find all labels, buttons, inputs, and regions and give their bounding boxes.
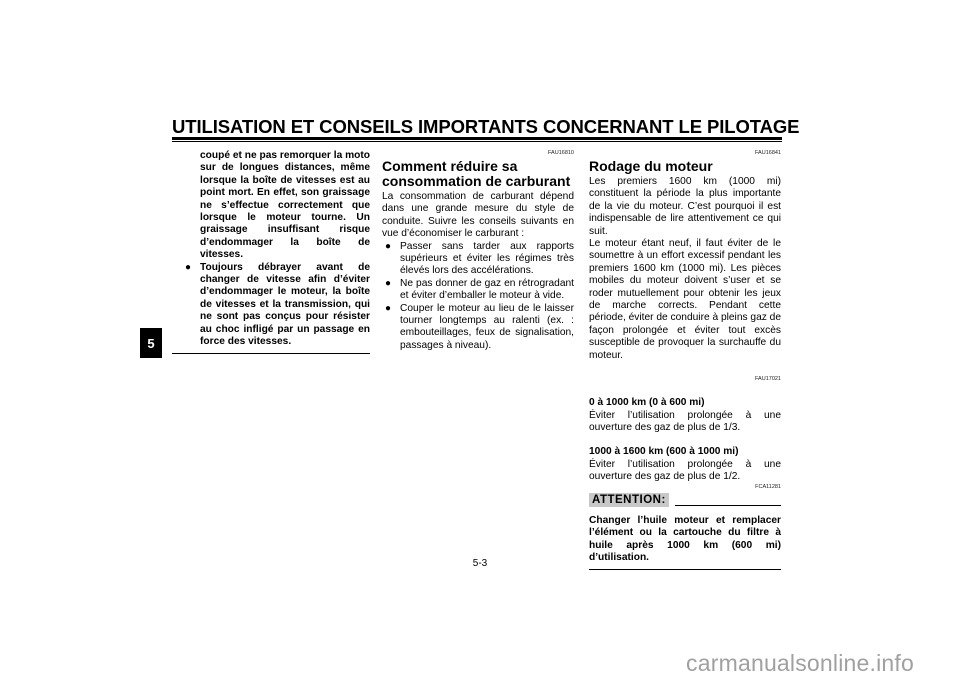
- break-in-stage-2-heading: 1000 à 1600 km (600 à 1000 mi): [589, 446, 739, 458]
- warning-continuation: coupé et ne pas remorquer la moto sur de longues distances, même lorsque la boîte de vitesses est au point mort. En effet, son graissage ne s’effectue correctement que lorsque le moteur tourne. Un graissage insuffisant risque d’endommager la boîte de vitesses.: [200, 150, 370, 261]
- attention-rule: [675, 505, 781, 506]
- fuel-tip-1: [382, 241, 574, 278]
- break-in-para-2: Le moteur étant neuf, il faut éviter de le soumettre à un effort excessif pendant les premiers 1600 km (1000 mi). Les pièces mobiles du moteur doivent s’user et se roder mutuellement pour obtenir les jeux de marche corrects. Pendant cette période, éviter de conduire à pleins gaz de façon prolongée et éviter tout excès susceptible de provoquer la surchauffe du moteur.: [589, 238, 781, 361]
- break-in-stage-2-text: Éviter l’utilisation prolongée à une ouverture des gaz de plus de 1/2.: [589, 458, 781, 483]
- chapter-tab: 5: [140, 328, 162, 358]
- attention-label: ATTENTION:: [589, 493, 669, 507]
- column-3: [589, 150, 781, 570]
- fuel-tip-text: Ne pas donner de gaz en rétrogradant et éviter d’emballer le moteur à vide.: [400, 277, 574, 302]
- column-1: [182, 150, 370, 354]
- page-header-title: UTILISATION ET CONSEILS IMPORTANTS CONCERNANT LE PILOTAGE: [172, 116, 800, 137]
- bullet-icon: ●: [385, 277, 392, 289]
- column-2: [382, 150, 574, 352]
- fuel-tip-text: Passer sans tarder aux rapports supérieurs et éviter les régimes très élevés lors des accélérations.: [400, 240, 574, 277]
- bullet-icon: ●: [385, 302, 392, 314]
- section-heading-fuel: Comment réduire sa consommation de carburant: [382, 158, 571, 189]
- ref-code: FAU17021: [755, 376, 781, 383]
- section-heading-break-in: Rodage du moteur: [589, 158, 713, 174]
- watermark-text: carmanualsonline.info: [686, 650, 914, 676]
- warning-bullet-text: Toujours débrayer avant de changer de vitesse afin d’éviter d’endommager le moteur, la boîte de vitesses et la transmission, qui ne sont pas conçus pour résister au choc infligé par un passage en force des vitesses.: [200, 261, 370, 348]
- header-rule-thick: [172, 137, 782, 140]
- fuel-tip-3: [382, 303, 574, 353]
- ref-code: FCA11281: [755, 483, 781, 490]
- fuel-intro: La consommation de carburant dépend dans une grande mesure du style de conduite. Suivre les conseils suivants en vue d’économiser le carburant :: [382, 191, 574, 240]
- bullet-icon: ●: [385, 240, 392, 252]
- fuel-tip-2: [382, 278, 574, 303]
- attention-text: Changer l’huile moteur et remplacer l’élément ou la cartouche du filtre à huile après 1000 km (600 mi) d’utilisation.: [589, 514, 781, 564]
- ref-code: FAU16810: [548, 150, 574, 156]
- ref-code: FAU16841: [755, 150, 781, 156]
- bullet-icon: ●: [185, 261, 192, 273]
- fuel-tip-text: Couper le moteur au lieu de le laisser tourner longtemps au ralenti (ex. : embouteillages, feux de signalisation, passages à niveau).: [400, 302, 574, 351]
- break-in-stage-1-heading: 0 à 1000 km (0 à 600 mi): [589, 397, 705, 409]
- attention-header: [589, 493, 781, 507]
- header-rule-thin: [172, 141, 782, 142]
- break-in-para-1: Les premiers 1600 km (1000 mi) constituent la période la plus importante de la vie du moteur. C’est pourquoi il est indispensable de lire attentivement ce qui suit.: [589, 176, 781, 237]
- warning-end-rule: [172, 353, 370, 354]
- page-number: 5-3: [472, 558, 488, 569]
- break-in-stage-1-text: Éviter l’utilisation prolongée à une ouverture des gaz de plus de 1/3.: [589, 409, 781, 433]
- warning-bullet: [182, 262, 370, 349]
